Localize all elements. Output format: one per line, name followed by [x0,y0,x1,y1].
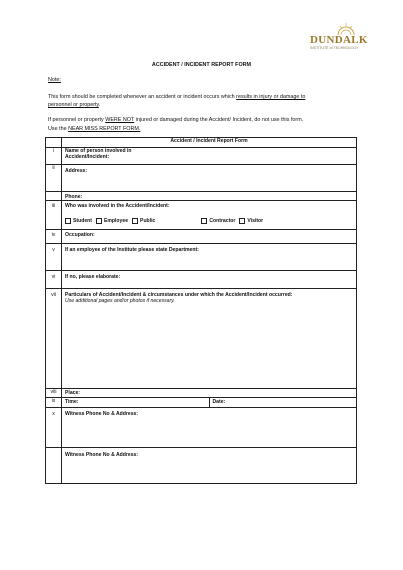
intro-line-1 [48,93,305,101]
elaborate-label: If no, please elaborate: [65,274,121,280]
phone-label: Phone: [65,194,83,200]
option-label: Student [73,218,92,224]
checkbox-icon [201,218,207,224]
intro-text: This form should be completed whenever an accident or incident occurs which [48,94,237,100]
checkbox-public[interactable] [132,218,155,224]
row-number: v [46,244,62,271]
checkbox-icon [65,218,71,224]
near-miss-form-link[interactable]: NEAR MISS REPORT FORM. [68,126,141,132]
phone-field[interactable] [62,192,357,201]
row-number: iv [46,230,62,244]
time-field[interactable] [62,398,210,407]
row-number: vi [46,271,62,289]
row-number: ix [46,398,62,408]
address-field[interactable] [62,165,357,192]
row-number: x [46,408,62,448]
option-label: Public [140,218,156,224]
date-field[interactable] [210,398,357,407]
checkbox-student[interactable] [65,218,92,224]
note-label: Note: [48,77,61,83]
report-table [45,137,357,484]
row-number: viii [46,389,62,398]
involved-field [62,201,357,230]
logo-name: DUNDALK [310,34,368,46]
row-number-blank [46,448,62,484]
name-label: Name of person involved in Accident/Incident: [65,148,132,160]
were-not-emphasis: WERE NOT [105,117,135,123]
checkbox-icon [132,218,138,224]
particulars-field[interactable] [62,289,357,389]
intro-emphasis: results in injury or damage to [236,94,306,100]
place-field[interactable] [62,389,357,398]
intro-text-3c: injured or damaged during the Accident/ Incident, do not use this form. [134,117,304,123]
time-date-split [62,398,356,407]
witness-label-2: Witness Phone No & Address: [65,452,139,458]
checkbox-employee[interactable] [96,218,128,224]
intro-line-4 [48,125,140,133]
option-label: Contractor [209,218,236,224]
particulars-hint: Use additional pages and/or photos if necessary. [65,298,175,304]
address-label: Address: [65,168,88,174]
checkbox-visitor[interactable] [239,218,263,224]
involved-label: Who was involved in the Accident/Incident: [65,203,170,209]
time-date-row [62,398,357,408]
row-number: iii [46,201,62,230]
department-field[interactable] [62,244,357,271]
occupation-label: Occupation: [65,232,95,238]
checkbox-contractor[interactable] [201,218,235,224]
intro-text-3a: If personnel or property [48,117,106,123]
row-number: vii [46,289,62,389]
witness-field-2[interactable] [62,448,357,484]
row-number: i [46,148,62,165]
intro-period: . [98,102,101,108]
place-label: Place: [65,390,81,396]
intro-text-4a: Use the [48,126,69,132]
institute-logo [304,22,366,48]
witness-label-1: Witness Phone No & Address: [65,411,139,417]
form-title: ACCIDENT / INCIDENT REPORT FORM [151,62,252,68]
particulars-label: Particulars of Accident/Incident & circumstances under which the Accident/Incident occurred: [65,292,293,298]
department-label: If an employee of the Institute please state Department: [65,247,199,253]
occupation-field[interactable] [62,230,357,244]
intro-emphasis-2: personnel or property [48,102,99,108]
name-field[interactable] [62,148,357,165]
intro-line-3 [48,116,303,124]
elaborate-field[interactable] [62,271,357,289]
intro-line-2 [48,101,100,109]
time-label: Time: [65,399,79,405]
involved-options [65,218,353,224]
date-label: Date: [212,399,226,405]
option-label: Visitor [247,218,264,224]
witness-field-1[interactable] [62,408,357,448]
option-label: Employee [103,218,129,224]
logo-subtitle: INSTITUTE of TECHNOLOGY [310,46,359,50]
table-header: Accident / Incident Report Form [62,138,357,148]
row-number: ii [46,165,62,192]
checkbox-icon [239,218,245,224]
row-number-blank [46,192,62,201]
header-blank-cell [46,138,62,148]
checkbox-icon [96,218,102,224]
